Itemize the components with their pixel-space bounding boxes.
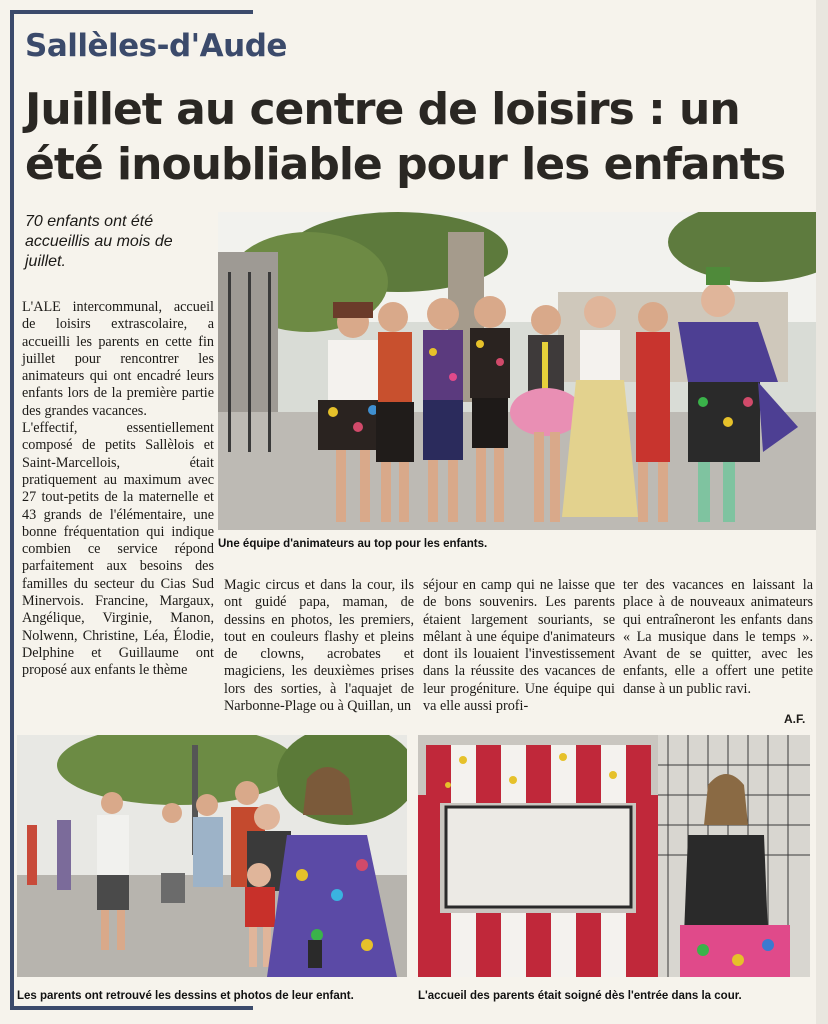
caption-bottom-right-photo: L'accueil des parents était soigné dès l'entrée dans la cour. [418, 990, 742, 1002]
body-column-3: séjour en camp qui ne laisse que de bons souvenirs. Les parents étaient largement souriants, se mêlant à une équipe d'animateurs dont ils louaient l'investissement dans la réussite des vacances de leur progéniture. Une équipe qui va elle aussi profi- [423, 577, 615, 715]
frame-top-rule [10, 10, 253, 14]
author-signature: A.F. [784, 712, 806, 726]
caption-top-photo: Une équipe d'animateurs au top pour les enfants. [218, 538, 488, 550]
page-edge [816, 0, 828, 1024]
body-paragraph-1: L'ALE intercommunal, accueil de loisirs extrascolaire, a accueilli les parents en cette fin juillet pour rencontrer les animateurs qui ont encadré leurs enfants lors de la première partie des grandes vacances. [22, 299, 214, 419]
photo-animators-team [218, 212, 816, 530]
photo-entrance [418, 735, 810, 977]
body-column-1 [22, 299, 214, 680]
photo-parents [17, 735, 407, 977]
body-column-4: ter des vacances en laissant la place à de nouveaux animateurs qui entraîneront les enfants dans « La musique dans le temps ». Avant de se quitter, avec les enfants, elle a offert une petite danse à un public ravi. [623, 577, 813, 697]
headline: Juillet au centre de loisirs : un été inoubliable pour les enfants [25, 84, 786, 190]
caption-bottom-left-photo: Les parents ont retrouvé les dessins et photos de leur enfant. [17, 990, 354, 1002]
frame-bottom-rule [10, 1006, 253, 1010]
lead-text: 70 enfants ont été accueillis au mois de juillet. [25, 213, 173, 270]
frame-left-rule [10, 10, 14, 1010]
locality-kicker: Sallèles-d'Aude [25, 28, 287, 64]
body-column-2: Magic circus et dans la cour, ils ont guidé papa, maman, de dessins en photos, les premiers, tout en couleurs flashy et pleins de clowns, acrobates et magiciens, les deuxièmes prises lors des sorties, à l'aquajet de Narbonne-Plage ou à Quillan, un [224, 577, 414, 715]
body-paragraph-2: L'effectif, essentiellement composé de petits Sallèlois et Saint-Marcellois, était pratiquement au maximum avec 27 tout-petits de la maternelle et 43 grands de l'élémentaire, une bonne fréquentation qui indique combien ce service répond parfaitement aux besoins des familles du secteur du Cias Sud Minervois. Francine, Margaux, Angélique, Virginie, Manon, Nolwenn, Christine, Léa, Élodie, Delphine et Guillaume ont proposé aux enfants le thème [22, 420, 214, 679]
